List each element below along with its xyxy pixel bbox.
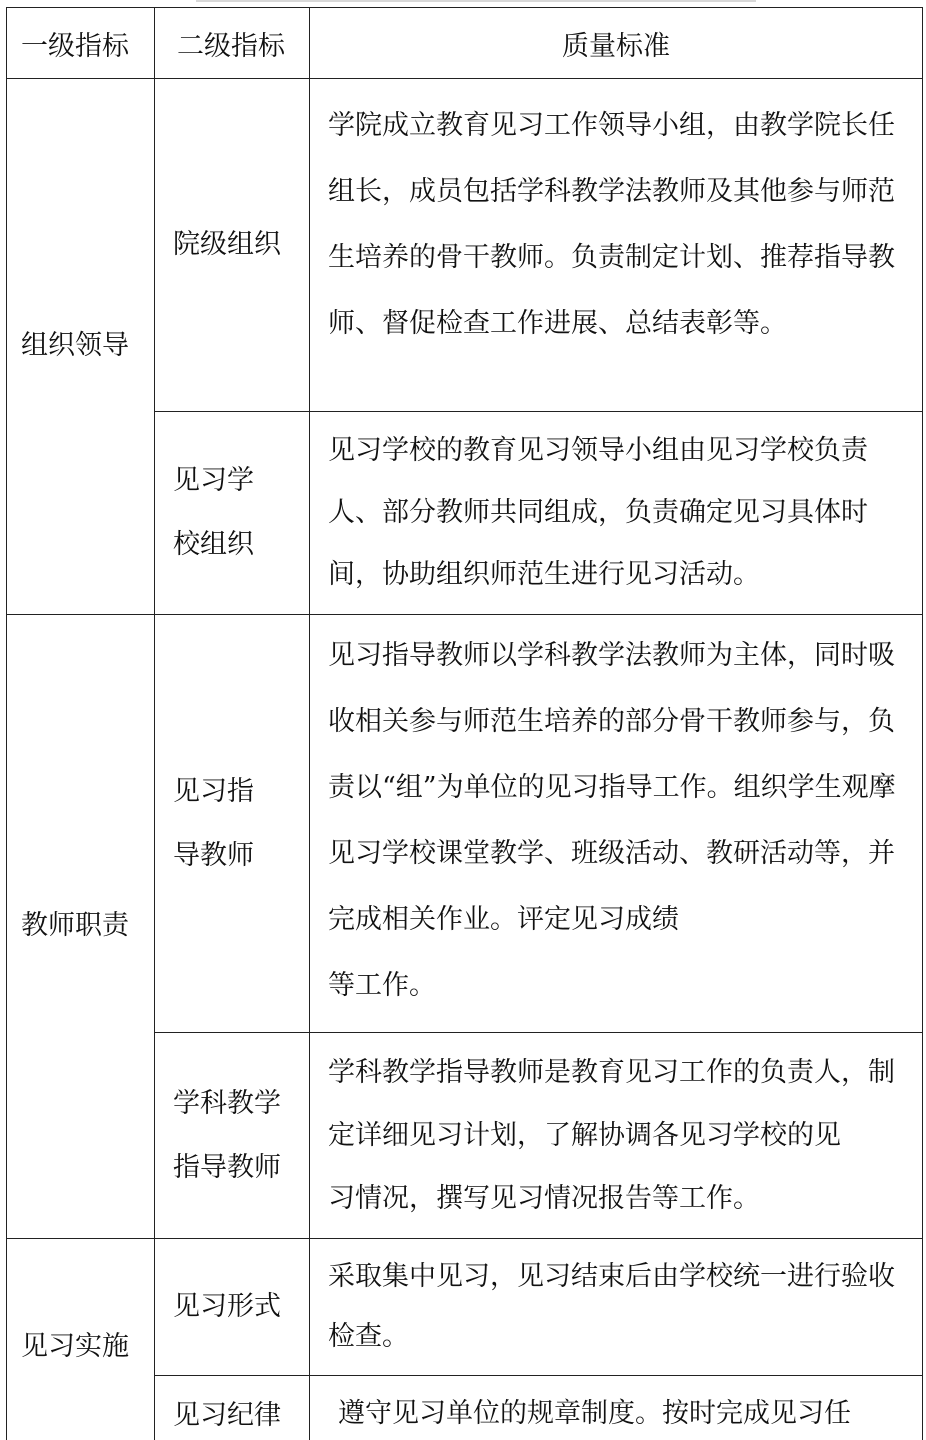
level1-cell: 见习实施	[7, 1239, 155, 1440]
standard-cell: 采取集中见习，见习结束后由学校统一进行验收检查。	[310, 1239, 923, 1376]
table-row	[7, 1239, 923, 1376]
table-row	[7, 615, 923, 1033]
table-row	[7, 79, 923, 412]
level1-cell: 组织领导	[7, 79, 155, 615]
standard-cell	[310, 1033, 923, 1239]
level2-cell: 见习指导教师	[155, 615, 310, 1033]
level1-cell: 教师职责	[7, 615, 155, 1239]
level2-cell: 见习形式	[155, 1239, 310, 1376]
table-header-row	[7, 8, 923, 79]
standard-text: 见习指导教师以学科教学法教师为主体，同时吸收相关参与师范生培养的部分骨干教师参与，负责以“组”为单位的见习指导工作。组织学生观摩见习学校课堂教学、班级活动、教研活动等，并完成相关作业。评定见习成绩	[328, 640, 896, 935]
standard-text-tail: 习情况，撰写见习情况报告等工作。	[328, 1183, 760, 1214]
level2-cell: 见习纪律	[155, 1376, 310, 1440]
standard-text-tail: 等工作。	[328, 970, 436, 1001]
standard-cell: 学院成立教育见习工作领导小组，由教学院长任组长，成员包括学科教学法教师及其他参与师范生培养的骨干教师。负责制定计划、推荐指导教师、督促检查工作进展、总结表彰等。	[310, 79, 923, 412]
standard-cell: 遵守见习单位的规章制度。按时完成见习任	[310, 1376, 923, 1440]
standard-cell	[310, 615, 923, 1033]
header-standard: 质量标准	[310, 8, 923, 79]
header-level1: 一级指标	[7, 8, 155, 79]
standard-cell: 见习学校的教育见习领导小组由见习学校负责人、部分教师共同组成，负责确定见习具体时间，协助组织师范生进行见习活动。	[310, 412, 923, 615]
level2-cell: 见习学校组织	[155, 412, 310, 615]
cut-off-previous-line	[6, 0, 922, 2]
standard-text: 学科教学指导教师是教育见习工作的负责人，制定详细见习计划，了解协调各见习学校的见	[328, 1057, 895, 1151]
header-level2: 二级指标	[155, 8, 310, 79]
level2-cell: 学科教学指导教师	[155, 1033, 310, 1239]
quality-standards-table	[6, 7, 923, 1440]
level2-cell: 院级组织	[155, 79, 310, 412]
